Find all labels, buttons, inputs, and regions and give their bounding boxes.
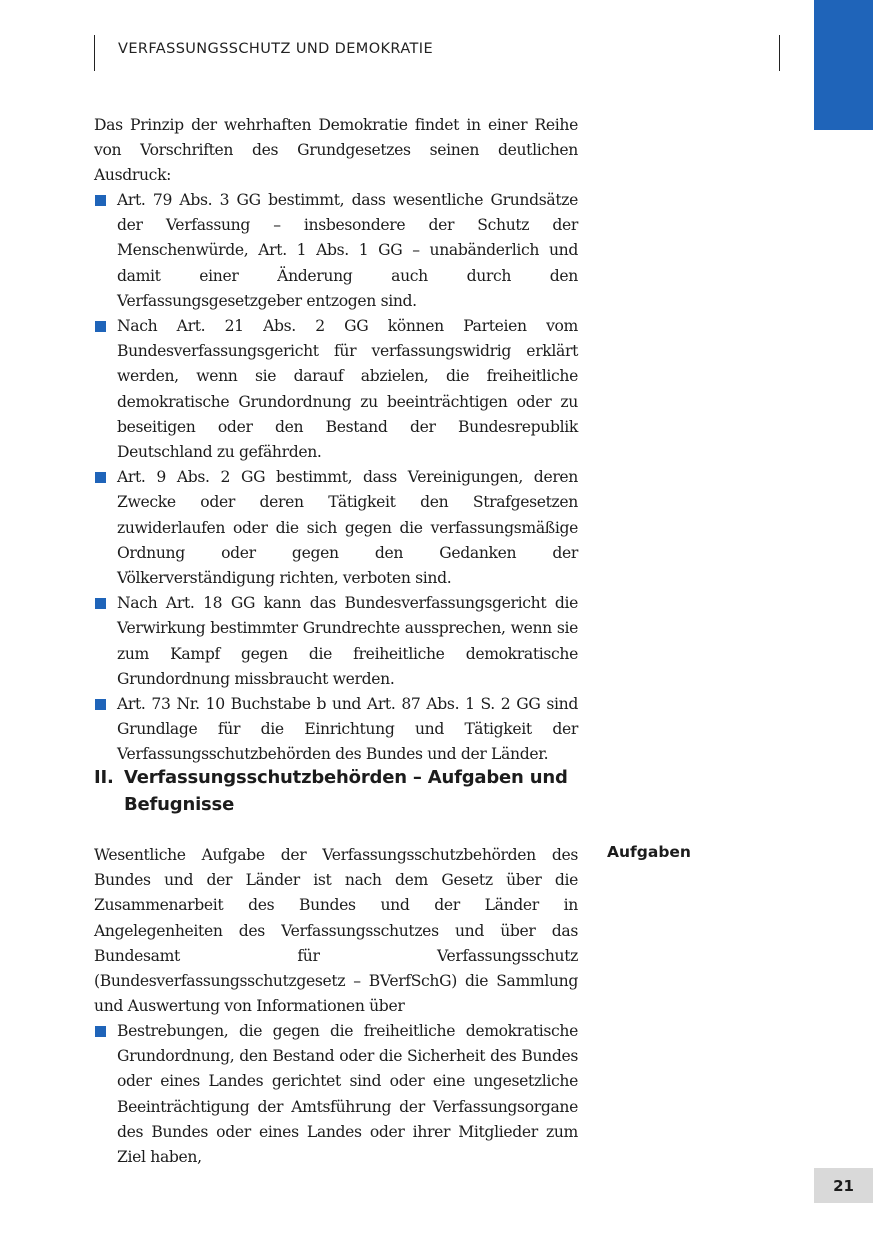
running-head: VERFASSUNGSSCHUTZ UND DEMOKRATIE: [118, 41, 434, 57]
section-heading: [94, 764, 578, 818]
header-rule-left: [94, 35, 95, 71]
list-item: Nach Art. 21 Abs. 2 GG können Parteien vom Bundesverfassungsgericht für verfassungswidrig erklärt werden, wenn sie darauf abzielen, die freiheitliche demokratische Grundordnung zu beeinträchtigen oder zu beseitigen oder den Bestand der Bundesrepublik Deutschland zu gefährden.: [94, 314, 578, 465]
page-number: 21: [814, 1168, 873, 1203]
section-paragraph-block: [94, 843, 578, 1019]
header-rule-right: [779, 35, 780, 71]
margin-note: Aufgaben: [607, 843, 691, 861]
provisions-list: [94, 188, 578, 768]
intro-paragraph: Das Prinzip der wehrhaften Demokratie findet in einer Reihe von Vorschriften des Grundgesetzes seinen deutlichen Ausdruck:: [94, 116, 578, 185]
provisions-block: [94, 188, 578, 768]
list-item: Art. 79 Abs. 3 GG bestimmt, dass wesentliche Grundsätze der Verfassung – insbesondere der Schutz der Menschenwürde, Art. 1 Abs. 1 GG – unabänderlich und damit einer Änderung auch durch den Verfassungsgesetzgeber entzogen sind.: [94, 188, 578, 314]
list-item: Art. 73 Nr. 10 Buchstabe b und Art. 87 Abs. 1 S. 2 GG sind Grundlage für die Einrichtung und Tätigkeit der Verfassungsschutzbehörden des Bundes und der Länder.: [94, 692, 578, 768]
list-item: Nach Art. 18 GG kann das Bundesverfassungsgericht die Verwirkung bestimmter Grundrechte aussprechen, wenn sie zum Kampf gegen die freiheitliche demokratische Grundordnung missbraucht werden.: [94, 591, 578, 692]
section-title: Verfassungsschutzbehörden – Aufgaben und Befugnisse: [124, 767, 568, 815]
section-list-block: [94, 1019, 578, 1170]
list-item: Art. 9 Abs. 2 GG bestimmt, dass Vereinigungen, deren Zwecke oder deren Tätigkeit den Strafgesetzen zuwiderlaufen oder die sich gegen die verfassungsmäßige Ordnung oder gegen den Gedanken der Völkerverständigung richten, verboten sind.: [94, 465, 578, 591]
section-number: II.: [94, 767, 114, 788]
section-list: [94, 1019, 578, 1170]
chapter-tab: [814, 0, 873, 130]
intro-block: [94, 113, 578, 189]
section-paragraph: Wesentliche Aufgabe der Verfassungsschutzbehörden des Bundes und der Länder ist nach dem Gesetz über die Zusammenarbeit des Bundes und der Länder in Angelegenheiten des Verfassungsschutzes und über das Bundesamt für Verfassungsschutz (Bundesverfassungsschutzgesetz – BVerfSchG) die Sammlung und Auswertung von Informationen über: [94, 846, 578, 1016]
list-item: Bestrebungen, die gegen die freiheitliche demokratische Grundordnung, den Bestand oder die Sicherheit des Bundes oder eines Landes gerichtet sind oder eine ungesetzliche Beeinträchtigung der Amtsführung der Verfassungsorgane des Bundes oder eines Landes oder ihrer Mitglieder zum Ziel haben,: [94, 1019, 578, 1170]
